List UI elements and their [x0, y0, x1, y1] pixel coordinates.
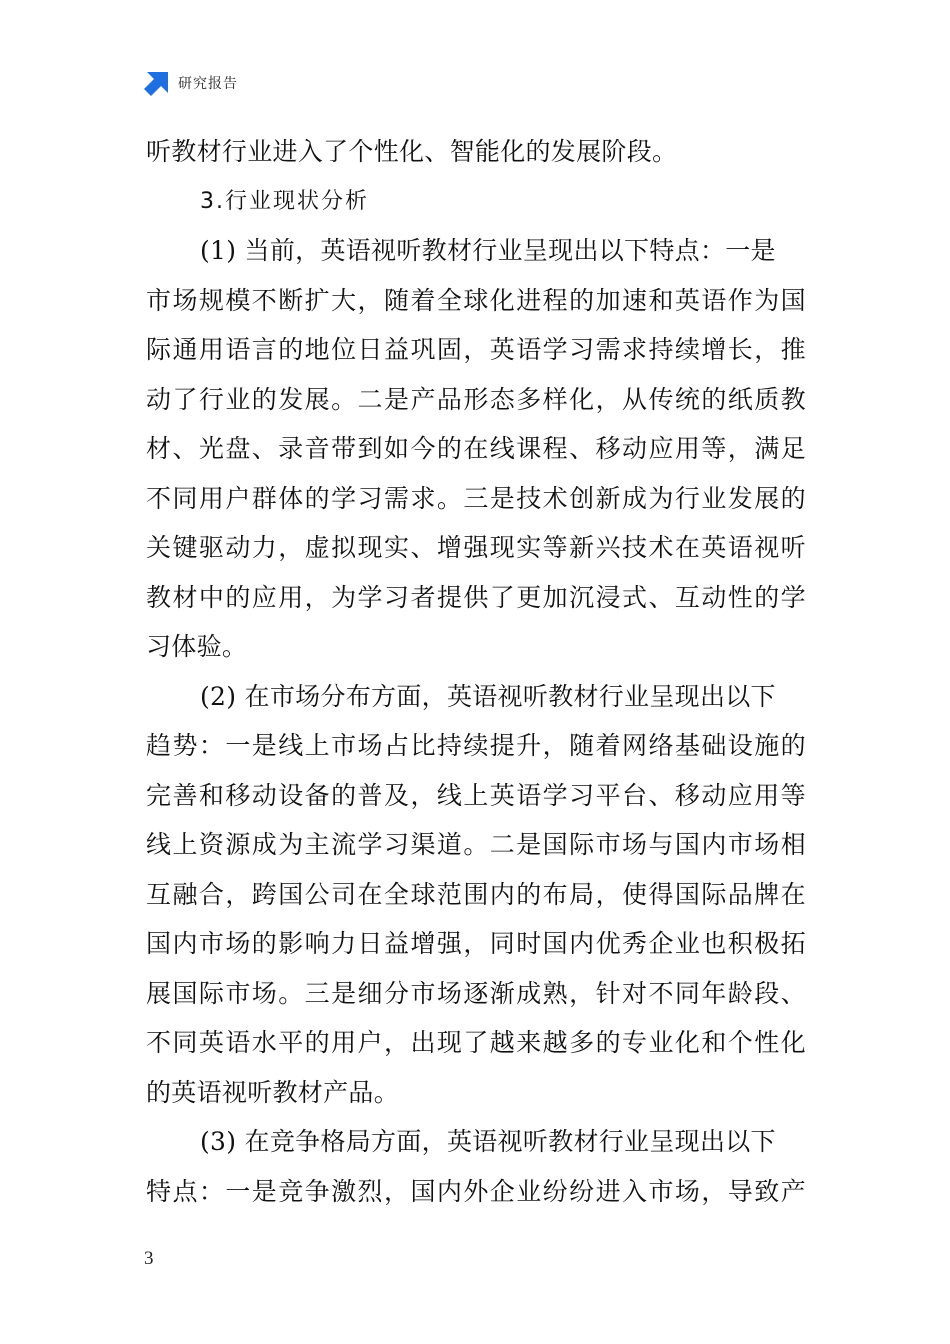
body-line: 特点：一是竞争激烈，国内外企业纷纷进入市场，导致产	[146, 1176, 806, 1206]
header-title: 研究报告	[178, 76, 238, 92]
section-heading: 3.行业现状分析	[200, 188, 369, 214]
body-line: 完善和移动设备的普及，线上英语学习平台、移动应用等	[146, 780, 806, 810]
body-line: 听教材行业进入了个性化、智能化的发展阶段。	[146, 137, 678, 166]
body-line: 习体验。	[146, 632, 248, 661]
body-line: 市场规模不断扩大，随着全球化进程的加速和英语作为国	[146, 285, 806, 315]
body-line: 趋势：一是线上市场占比持续提升，随着网络基础设施的	[146, 731, 806, 760]
paragraph-first-line: (2) 在市场分布方面，英语视听教材行业呈现出以下	[200, 681, 776, 711]
page-number: 3	[144, 1248, 154, 1269]
body-line: 际通用语言的地位日益巩固，英语学习需求持续增长，推	[146, 335, 806, 364]
body-line: 关键驱动力，虚拟现实、增强现实等新兴技术在英语视听	[146, 533, 806, 562]
body-line: 展国际市场。三是细分市场逐渐成熟，针对不同年龄段、	[146, 978, 806, 1008]
body-line: 动了行业的发展。二是产品形态多样化，从传统的纸质教	[146, 384, 806, 414]
document-body	[146, 127, 806, 1216]
body-line: 国内市场的影响力日益增强，同时国内优秀企业也积极拓	[146, 929, 806, 958]
body-line: 的英语视听教材产品。	[146, 1077, 400, 1107]
body-line: 材、光盘、录音带到如今的在线课程、移动应用等，满足	[146, 434, 806, 463]
body-line: 互融合，跨国公司在全球范围内的布局，使得国际品牌在	[146, 879, 806, 909]
body-line: 不同英语水平的用户，出现了越来越多的专业化和个性化	[146, 1028, 806, 1057]
body-line: 线上资源成为主流学习渠道。二是国际市场与国内市场相	[146, 830, 806, 859]
body-line: 不同用户群体的学习需求。三是技术创新成为行业发展的	[146, 483, 806, 513]
arrow-up-right-logo-icon	[144, 70, 170, 96]
page-header	[144, 68, 238, 98]
body-line: 教材中的应用，为学习者提供了更加沉浸式、互动性的学	[146, 582, 806, 612]
paragraph-first-line: (1) 当前，英语视听教材行业呈现出以下特点：一是	[200, 236, 776, 265]
paragraph-first-line: (3) 在竞争格局方面，英语视听教材行业呈现出以下	[200, 1127, 776, 1156]
